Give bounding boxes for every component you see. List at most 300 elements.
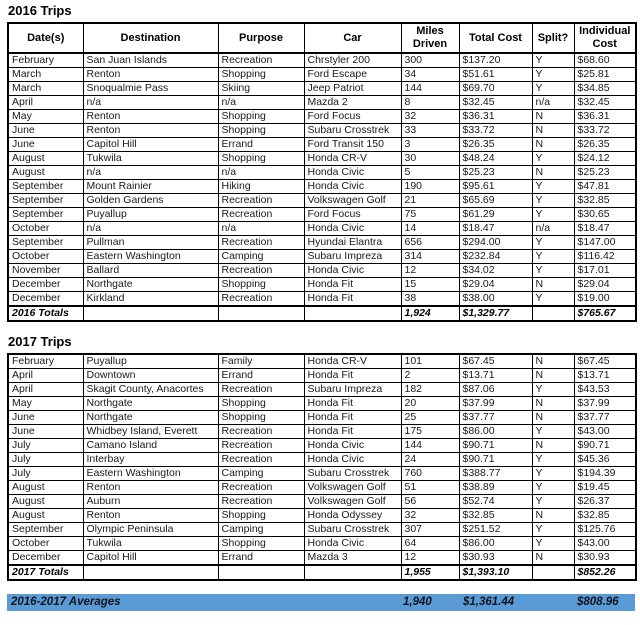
table-cell: N [532, 509, 574, 523]
table-row [8, 523, 636, 537]
table-cell: Snoqualmie Pass [83, 82, 218, 96]
table-cell: $87.06 [459, 383, 532, 397]
table-cell: 64 [401, 537, 459, 551]
trips-2016-table [7, 22, 637, 322]
table-cell: $37.77 [574, 411, 636, 425]
table-cell: $34.85 [574, 82, 636, 96]
table-cell: N [532, 110, 574, 124]
table-cell: Errand [218, 138, 304, 152]
table-cell: Honda Fit [304, 425, 401, 439]
table-cell: N [532, 369, 574, 383]
table-cell: Y [532, 495, 574, 509]
table-cell: $36.31 [459, 110, 532, 124]
table-cell: Shopping [218, 68, 304, 82]
totals-cell: 2016 Totals [8, 306, 83, 321]
table-cell: Y [532, 82, 574, 96]
table-cell: $29.04 [459, 278, 532, 292]
table-cell: Honda Civic [304, 166, 401, 180]
table-cell: N [532, 439, 574, 453]
column-header: Date(s) [8, 23, 83, 53]
trips-2017-body [8, 354, 636, 580]
table-cell: Honda Fit [304, 369, 401, 383]
table-cell: 15 [401, 278, 459, 292]
table-cell: $47.81 [574, 180, 636, 194]
table-cell: August [8, 495, 83, 509]
table-cell: $24.12 [574, 152, 636, 166]
totals-cell: $852.26 [574, 565, 636, 580]
table-cell: n/a [532, 96, 574, 110]
table-row [8, 383, 636, 397]
table-cell: 30 [401, 152, 459, 166]
table-cell: $19.00 [574, 292, 636, 307]
table-row [8, 453, 636, 467]
table-row [8, 411, 636, 425]
table-cell: $32.45 [574, 96, 636, 110]
table-cell: n/a [83, 222, 218, 236]
table-cell: October [8, 250, 83, 264]
table-cell: Capitol Hill [83, 138, 218, 152]
table-cell: 182 [401, 383, 459, 397]
totals-cell [218, 306, 304, 321]
table-cell: Mazda 3 [304, 551, 401, 566]
table-cell: $34.02 [459, 264, 532, 278]
table-cell: Ballard [83, 264, 218, 278]
table-cell: 175 [401, 425, 459, 439]
table-cell: Eastern Washington [83, 467, 218, 481]
table-cell: $43.00 [574, 537, 636, 551]
averages-individual-cost: $808.96 [577, 596, 619, 608]
table-row [8, 369, 636, 383]
table-cell: Subaru Crosstrek [304, 467, 401, 481]
table-cell: Pullman [83, 236, 218, 250]
table-cell: $86.00 [459, 537, 532, 551]
table-cell: Honda Civic [304, 264, 401, 278]
table-cell: $65.69 [459, 194, 532, 208]
table-cell: $90.71 [459, 439, 532, 453]
totals-cell: 1,924 [401, 306, 459, 321]
table-cell: $37.99 [574, 397, 636, 411]
table-cell: Recreation [218, 425, 304, 439]
table-cell: 144 [401, 82, 459, 96]
table-cell: $51.61 [459, 68, 532, 82]
table-row [8, 138, 636, 152]
table-cell: 56 [401, 495, 459, 509]
table-cell: 34 [401, 68, 459, 82]
totals-cell: $1,393.10 [459, 565, 532, 580]
table-cell: Tukwila [83, 152, 218, 166]
totals-cell [532, 565, 574, 580]
table-cell: Renton [83, 509, 218, 523]
table-cell: 24 [401, 453, 459, 467]
table-cell: April [8, 96, 83, 110]
table-cell: $30.93 [459, 551, 532, 566]
table-cell: Kirkland [83, 292, 218, 307]
table-cell: 300 [401, 53, 459, 68]
table-row [8, 194, 636, 208]
table-cell: N [532, 397, 574, 411]
table-cell: Golden Gardens [83, 194, 218, 208]
table-cell: Recreation [218, 236, 304, 250]
table-cell: Y [532, 53, 574, 68]
table-cell: Shopping [218, 411, 304, 425]
totals-cell: $765.67 [574, 306, 636, 321]
table-cell: Honda Civic [304, 453, 401, 467]
table-cell: $67.45 [459, 354, 532, 369]
totals-cell [304, 306, 401, 321]
table-cell: Errand [218, 369, 304, 383]
table-cell: June [8, 124, 83, 138]
table-cell: 12 [401, 551, 459, 566]
table-cell: $13.71 [459, 369, 532, 383]
table-cell: Y [532, 425, 574, 439]
table-cell: $251.52 [459, 523, 532, 537]
table-cell: $90.71 [459, 453, 532, 467]
table-cell: $125.76 [574, 523, 636, 537]
table-cell: N [532, 278, 574, 292]
column-header: Individual Cost [574, 23, 636, 53]
table-cell: Y [532, 383, 574, 397]
table-cell: Family [218, 354, 304, 369]
totals-cell: $1,329.77 [459, 306, 532, 321]
table-cell: Camping [218, 523, 304, 537]
table-row [8, 439, 636, 453]
table-cell: $36.31 [574, 110, 636, 124]
table-cell: July [8, 439, 83, 453]
table-cell: $90.71 [574, 439, 636, 453]
table-cell: Honda Odyssey [304, 509, 401, 523]
table-cell: N [532, 166, 574, 180]
table-cell: Olympic Peninsula [83, 523, 218, 537]
table-cell: Honda CR-V [304, 354, 401, 369]
table-cell: Jeep Patriot [304, 82, 401, 96]
table-cell: Subaru Crosstrek [304, 124, 401, 138]
table-cell: n/a [218, 96, 304, 110]
table-cell: September [8, 208, 83, 222]
table-cell: Eastern Washington [83, 250, 218, 264]
table-cell: $147.00 [574, 236, 636, 250]
table-cell: n/a [83, 166, 218, 180]
table-cell: $232.84 [459, 250, 532, 264]
table-cell: Shopping [218, 124, 304, 138]
table-cell: Y [532, 453, 574, 467]
table-cell: Downtown [83, 369, 218, 383]
table-cell: Recreation [218, 292, 304, 307]
table-cell: Renton [83, 124, 218, 138]
table-cell: Shopping [218, 278, 304, 292]
table-cell: June [8, 425, 83, 439]
totals-cell [83, 565, 218, 580]
table-cell: Y [532, 208, 574, 222]
table-cell: Y [532, 481, 574, 495]
table-cell: August [8, 509, 83, 523]
table-row [8, 397, 636, 411]
table-cell: Recreation [218, 383, 304, 397]
averages-label: 2016-2017 Averages [11, 596, 121, 608]
table-cell: Puyallup [83, 208, 218, 222]
table-row [8, 208, 636, 222]
table-row [8, 53, 636, 68]
table-cell: n/a [532, 222, 574, 236]
table-cell: $13.71 [574, 369, 636, 383]
table-cell: $37.99 [459, 397, 532, 411]
table-cell: Northgate [83, 397, 218, 411]
table-cell: Hiking [218, 180, 304, 194]
table-row [8, 222, 636, 236]
table-cell: August [8, 152, 83, 166]
table-cell: February [8, 53, 83, 68]
table-row [8, 425, 636, 439]
table-cell: Honda Fit [304, 278, 401, 292]
table-cell: $43.00 [574, 425, 636, 439]
table-cell: March [8, 82, 83, 96]
table-cell: Skagit County, Anacortes [83, 383, 218, 397]
table-cell: 14 [401, 222, 459, 236]
table-cell: Capitol Hill [83, 551, 218, 566]
table-cell: 20 [401, 397, 459, 411]
table-cell: $19.45 [574, 481, 636, 495]
table-cell: Subaru Impreza [304, 250, 401, 264]
table-cell: Shopping [218, 397, 304, 411]
table-cell: $32.85 [459, 509, 532, 523]
table-cell: Shopping [218, 110, 304, 124]
table-cell: Y [532, 236, 574, 250]
table-cell: Auburn [83, 495, 218, 509]
table-cell: $69.70 [459, 82, 532, 96]
table-cell: Recreation [218, 194, 304, 208]
table-cell: June [8, 411, 83, 425]
table-row [8, 481, 636, 495]
table-cell: July [8, 467, 83, 481]
table-cell: N [532, 354, 574, 369]
table-cell: 32 [401, 110, 459, 124]
table-row [8, 152, 636, 166]
totals-cell [83, 306, 218, 321]
totals-cell [532, 306, 574, 321]
table-cell: Recreation [218, 208, 304, 222]
table-cell: Ford Escape [304, 68, 401, 82]
header-row [8, 23, 636, 53]
table-row [8, 292, 636, 307]
averages-miles-driven: 1,940 [403, 596, 432, 608]
totals-cell [218, 565, 304, 580]
table-cell: Y [532, 250, 574, 264]
table-cell: Honda Fit [304, 292, 401, 307]
column-header: Miles Driven [401, 23, 459, 53]
table-cell: $25.23 [459, 166, 532, 180]
table-cell: $388.77 [459, 467, 532, 481]
table-cell: April [8, 369, 83, 383]
table-cell: Honda Civic [304, 439, 401, 453]
table-cell: $30.65 [574, 208, 636, 222]
table-cell: Camping [218, 467, 304, 481]
table-row [8, 166, 636, 180]
table-cell: Y [532, 467, 574, 481]
table-cell: $32.85 [574, 509, 636, 523]
table-cell: 32 [401, 509, 459, 523]
table-cell: 3 [401, 138, 459, 152]
table-cell: October [8, 222, 83, 236]
column-header: Split? [532, 23, 574, 53]
table-cell: Volkswagen Golf [304, 194, 401, 208]
table-cell: Recreation [218, 264, 304, 278]
table-cell: 307 [401, 523, 459, 537]
table-cell: Recreation [218, 53, 304, 68]
table-row [8, 180, 636, 194]
table-cell: $294.00 [459, 236, 532, 250]
table-cell: Y [532, 152, 574, 166]
totals-cell: 1,955 [401, 565, 459, 580]
table-row [8, 537, 636, 551]
table-cell: Honda Civic [304, 222, 401, 236]
table-cell: Honda Fit [304, 397, 401, 411]
table-cell: 2 [401, 369, 459, 383]
table-cell: Shopping [218, 537, 304, 551]
table-cell: Renton [83, 481, 218, 495]
table-cell: Shopping [218, 152, 304, 166]
table-cell: September [8, 180, 83, 194]
table-cell: $95.61 [459, 180, 532, 194]
table-cell: Errand [218, 551, 304, 566]
table-cell: $25.81 [574, 68, 636, 82]
table-row [8, 264, 636, 278]
table-cell: Volkswagen Golf [304, 495, 401, 509]
table-cell: Recreation [218, 481, 304, 495]
totals-cell [304, 565, 401, 580]
table-cell: Camano Island [83, 439, 218, 453]
table-cell: Northgate [83, 278, 218, 292]
trips-2016-header [8, 23, 636, 53]
table-cell: Renton [83, 110, 218, 124]
table-row [8, 68, 636, 82]
table-row [8, 467, 636, 481]
table-cell: $30.93 [574, 551, 636, 566]
table-cell: $37.77 [459, 411, 532, 425]
table-cell: Recreation [218, 439, 304, 453]
table-row [8, 509, 636, 523]
table-cell: Honda Fit [304, 411, 401, 425]
table-cell: 51 [401, 481, 459, 495]
table-cell: $33.72 [459, 124, 532, 138]
table-cell: Honda CR-V [304, 152, 401, 166]
table-cell: Y [532, 537, 574, 551]
table-cell: $48.24 [459, 152, 532, 166]
table-cell: $32.45 [459, 96, 532, 110]
table-cell: Y [532, 264, 574, 278]
table-cell: Volkswagen Golf [304, 481, 401, 495]
table-cell: $68.60 [574, 53, 636, 68]
table-cell: Ford Focus [304, 208, 401, 222]
table-cell: Whidbey Island, Everett [83, 425, 218, 439]
table-cell: N [532, 124, 574, 138]
table-cell: Mount Rainier [83, 180, 218, 194]
table-cell: San Juan Islands [83, 53, 218, 68]
table-cell: Subaru Crosstrek [304, 523, 401, 537]
table-cell: $17.01 [574, 264, 636, 278]
averages-total-cost: $1,361.44 [463, 596, 515, 608]
table-row [8, 82, 636, 96]
table-cell: N [532, 551, 574, 566]
table-cell: N [532, 411, 574, 425]
table-cell: April [8, 383, 83, 397]
table-cell: Chrstyler 200 [304, 53, 401, 68]
table-cell: 75 [401, 208, 459, 222]
table-cell: $29.04 [574, 278, 636, 292]
trips-2017-table [7, 353, 637, 581]
table-cell: Shopping [218, 509, 304, 523]
table-cell: Hyundai Elantra [304, 236, 401, 250]
table-row [8, 551, 636, 566]
table-cell: Y [532, 68, 574, 82]
table-cell: Puyallup [83, 354, 218, 369]
table-cell: May [8, 397, 83, 411]
table-cell: Recreation [218, 453, 304, 467]
table-cell: $61.29 [459, 208, 532, 222]
table-cell: September [8, 194, 83, 208]
table-row [8, 250, 636, 264]
table-cell: $18.47 [574, 222, 636, 236]
table-cell: n/a [83, 96, 218, 110]
table-cell: n/a [218, 166, 304, 180]
table-cell: September [8, 523, 83, 537]
table-cell: $26.37 [574, 495, 636, 509]
table-cell: October [8, 537, 83, 551]
table-cell: December [8, 292, 83, 307]
table-row [8, 236, 636, 250]
table-cell: August [8, 481, 83, 495]
table-row [8, 110, 636, 124]
table-cell: August [8, 166, 83, 180]
table-row [8, 124, 636, 138]
table-cell: February [8, 354, 83, 369]
table-cell: $43.53 [574, 383, 636, 397]
table-cell: June [8, 138, 83, 152]
table-row [8, 96, 636, 110]
table-cell: $38.89 [459, 481, 532, 495]
table-cell: 5 [401, 166, 459, 180]
table-row [8, 354, 636, 369]
table-cell: N [532, 138, 574, 152]
trips-2017-title: 2017 Trips [8, 334, 72, 349]
table-cell: May [8, 110, 83, 124]
totals-row [8, 565, 636, 580]
trips-2016-body [8, 53, 636, 321]
table-cell: Y [532, 292, 574, 307]
table-cell: $32.85 [574, 194, 636, 208]
table-cell: Y [532, 523, 574, 537]
table-cell: Y [532, 194, 574, 208]
table-cell: 38 [401, 292, 459, 307]
totals-row [8, 306, 636, 321]
table-cell: Mazda 2 [304, 96, 401, 110]
table-row [8, 495, 636, 509]
table-cell: $86.00 [459, 425, 532, 439]
column-header: Destination [83, 23, 218, 53]
table-cell: $194.39 [574, 467, 636, 481]
table-cell: November [8, 264, 83, 278]
table-cell: December [8, 551, 83, 566]
averages-bar [7, 594, 635, 611]
table-cell: 314 [401, 250, 459, 264]
column-header: Car [304, 23, 401, 53]
table-row [8, 278, 636, 292]
table-cell: 190 [401, 180, 459, 194]
table-cell: $18.47 [459, 222, 532, 236]
table-cell: September [8, 236, 83, 250]
table-cell: 33 [401, 124, 459, 138]
table-cell: December [8, 278, 83, 292]
table-cell: March [8, 68, 83, 82]
table-cell: $26.35 [574, 138, 636, 152]
